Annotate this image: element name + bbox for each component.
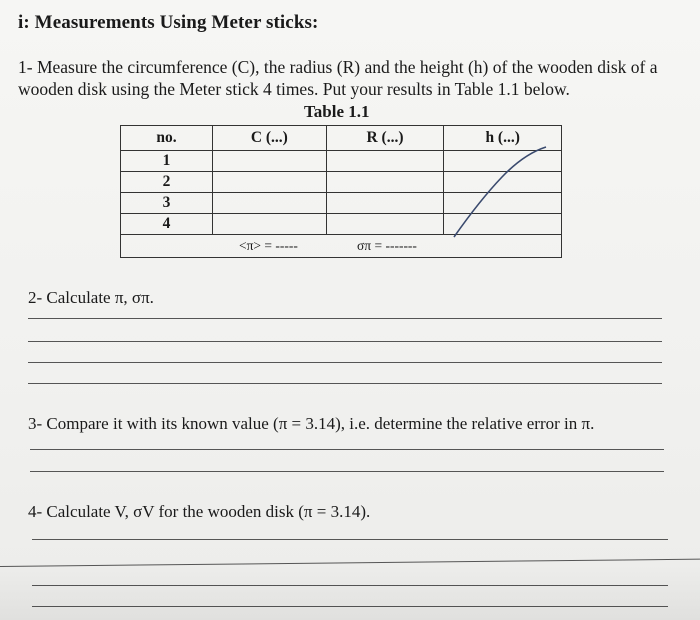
question-2: 2- Calculate π, σπ.: [28, 288, 154, 307]
row-number: 1: [121, 151, 213, 172]
answer-line[interactable]: [28, 362, 662, 363]
cell-c[interactable]: [212, 172, 326, 193]
mean-pi-label: <π> = -----: [239, 238, 298, 253]
answer-line[interactable]: [30, 471, 664, 472]
section-heading: i: Measurements Using Meter sticks:: [18, 12, 319, 33]
answer-line[interactable]: [32, 539, 668, 540]
cell-r[interactable]: [326, 172, 444, 193]
height-column-strike-line: [450, 145, 550, 240]
answer-line[interactable]: [30, 449, 664, 450]
header-no: no.: [121, 126, 213, 151]
cell-r[interactable]: [326, 214, 444, 235]
cell-c[interactable]: [212, 193, 326, 214]
table-caption: Table 1.1: [304, 102, 370, 121]
answer-line[interactable]: [28, 341, 662, 342]
page-shadow: [0, 565, 700, 620]
cell-r[interactable]: [326, 193, 444, 214]
sigma-pi-label: σπ = -------: [357, 238, 417, 253]
answer-line[interactable]: [28, 318, 662, 319]
row-number: 2: [121, 172, 213, 193]
cell-r[interactable]: [326, 151, 444, 172]
answer-line[interactable]: [28, 383, 662, 384]
header-radius: R (...): [326, 126, 444, 151]
row-number: 4: [121, 214, 213, 235]
question-3: 3- Compare it with its known value (π = 3.14), i.e. determine the relative error in π.: [28, 414, 595, 433]
header-height: h (...): [444, 126, 562, 151]
cell-c[interactable]: [212, 151, 326, 172]
row-number: 3: [121, 193, 213, 214]
header-circumference: C (...): [212, 126, 326, 151]
question-1: 1- Measure the circumference (C), the radius (R) and the height (h) of the wooden disk of a wooden disk using the Meter stick 4 times. Put your results in Table 1.1 below.: [18, 57, 658, 99]
question-4: 4- Calculate V, σV for the wooden disk (π = 3.14).: [28, 502, 371, 521]
cell-c[interactable]: [212, 214, 326, 235]
